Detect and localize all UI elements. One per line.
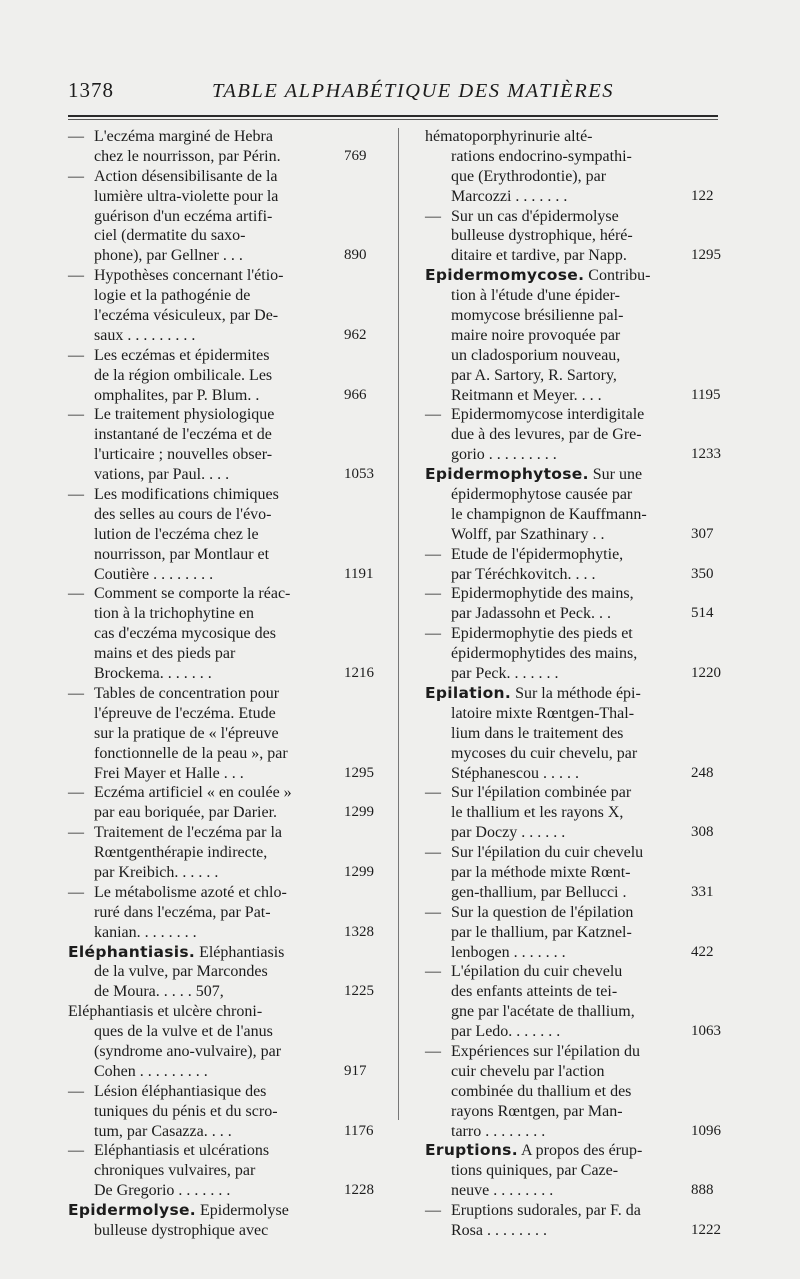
index-line (425, 545, 710, 565)
headword: Eléphantiasis. (68, 942, 196, 961)
index-line (425, 903, 710, 923)
index-line (68, 425, 350, 445)
index-line (425, 366, 710, 386)
index-line (68, 386, 367, 406)
page-reference: 966 (344, 386, 367, 403)
index-line (425, 962, 710, 982)
index-entry-text: — Tables de concentration pour (68, 684, 280, 702)
index-line (68, 684, 350, 704)
running-header: TABLE ALPHABÉTIQUE DES MATIÈRES (212, 80, 614, 102)
index-entry-text: de Moura. . . . . 507, (94, 983, 224, 1001)
index-line (68, 545, 350, 565)
index-entry-text: Epidermolyse. Epidermolyse (68, 1201, 289, 1220)
page-reference: 962 (344, 326, 367, 343)
index-line (68, 783, 350, 803)
index-entry-text: que (Erythrodontie), par (451, 167, 607, 185)
index-line (68, 1082, 350, 1102)
index-entry-text: Coutière . . . . . . . . (94, 565, 214, 583)
index-line (425, 326, 710, 346)
index-line (68, 1042, 350, 1062)
index-line (425, 485, 710, 505)
page-reference: 1195 (691, 386, 721, 403)
index-line (425, 1161, 710, 1181)
index-entry-text: Wolff, par Szathinary . . (451, 525, 605, 543)
index-entry-text: vations, par Paul. . . . (94, 466, 230, 484)
page-reference: 1053 (344, 466, 374, 483)
index-line (425, 704, 710, 724)
index-line (68, 207, 350, 227)
index-entry-text: guérison d'un eczéma artifi- (94, 207, 273, 225)
index-entry-text: lenbogen . . . . . . . (451, 943, 566, 961)
index-entry-text: — L'épilation du cuir chevelu (425, 963, 623, 981)
page-reference: 1299 (344, 863, 374, 880)
index-entry-text: instantané de l'eczéma et de (94, 426, 272, 444)
index-line (425, 783, 710, 803)
index-line (68, 485, 350, 505)
index-entry-text: maire noire provoquée par (451, 326, 621, 344)
index-entry-text: gen-thallium, par Bellucci . (451, 883, 627, 901)
page-reference: 514 (691, 605, 714, 622)
index-line (425, 405, 710, 425)
index-line (68, 843, 350, 863)
page-reference: 1222 (691, 1221, 721, 1238)
headword: Epidermolyse. (68, 1201, 196, 1220)
index-entry-text: lution de l'eczéma chez le (94, 525, 259, 543)
index-line (425, 823, 714, 843)
index-entry-text: — Sur un cas d'épidermolyse (425, 207, 619, 225)
index-line (425, 1082, 710, 1102)
index-line (425, 644, 710, 664)
index-line (68, 644, 350, 664)
page-reference: 422 (691, 943, 714, 960)
index-line (68, 903, 350, 923)
index-entry-text: par A. Sartory, R. Sartory, (451, 366, 617, 384)
index-line (68, 584, 350, 604)
index-entry-text: combinée du thallium et des (451, 1082, 632, 1100)
index-entry-text: cas d'eczéma mycosique des (94, 625, 276, 643)
index-line (68, 445, 350, 465)
index-entry-text: tarro . . . . . . . . (451, 1122, 546, 1140)
index-line (68, 744, 350, 764)
index-line (68, 226, 350, 246)
index-line (68, 1221, 350, 1241)
index-line (68, 724, 350, 744)
index-entry-text: ciel (dermatite du saxo- (94, 227, 246, 245)
index-entry-text: par Peck. . . . . . . (451, 665, 559, 683)
page-reference: 307 (691, 525, 714, 542)
index-entry-text: — Les modifications chimiques (68, 486, 279, 504)
index-entry-text: Eléphantiasis. Eléphantiasis (68, 942, 285, 961)
index-line (68, 1102, 350, 1122)
index-line (425, 386, 721, 406)
index-entry-text: — Traitement de l'eczéma par la (68, 824, 282, 842)
headword: Epidermomycose. (425, 266, 585, 285)
index-entry-text: tion à l'étude d'une épider- (451, 287, 620, 305)
index-line (425, 187, 714, 207)
index-line (425, 1201, 710, 1221)
index-entry-text: — Sur l'épilation du cuir chevelu (425, 844, 644, 862)
index-entry-text: Brockema. . . . . . . (94, 665, 212, 683)
index-line (425, 923, 710, 943)
page-reference: 248 (691, 764, 714, 781)
index-entry-text: momycose brésilienne pal- (451, 307, 624, 325)
index-line (68, 405, 350, 425)
index-line (425, 127, 710, 147)
index-entry-text: par le thallium, par Katznel- (451, 923, 632, 941)
index-line (68, 286, 350, 306)
index-line (68, 604, 350, 624)
index-line (425, 803, 710, 823)
index-line (425, 505, 710, 525)
header-rule (68, 115, 718, 117)
index-entry-text: — Epidermomycose interdigitale (425, 406, 645, 424)
index-line (68, 1122, 374, 1142)
index-entry-text: — Sur l'épilation combinée par (425, 784, 632, 802)
index-entry-text: Reitmann et Meyer. . . . (451, 386, 602, 404)
index-entry-text: l'urticaire ; nouvelles obser- (94, 446, 273, 464)
index-line (425, 525, 714, 545)
index-entry-text: Marcozzi . . . . . . . (451, 187, 568, 205)
index-entry-text: omphalites, par P. Blum. . (94, 386, 260, 404)
index-entry-text: gorio . . . . . . . . . (451, 446, 557, 464)
index-entry-text: Frei Mayer et Halle . . . (94, 764, 244, 782)
index-entry-text: sur la pratique de « l'épreuve (94, 724, 279, 742)
index-entry-text: due à des levures, par de Gre- (451, 426, 642, 444)
index-line (68, 704, 350, 724)
index-line (425, 147, 710, 167)
index-line (425, 246, 721, 266)
index-entry-text: par Kreibich. . . . . . (94, 863, 219, 881)
index-column-left (68, 127, 374, 1241)
index-entry-text: tuniques du pénis et du scro- (94, 1102, 278, 1120)
index-entry-text: par Doczy . . . . . . (451, 824, 566, 842)
page-reference: 1299 (344, 804, 374, 821)
index-entry-text: — Eczéma artificiel « en coulée » (68, 784, 292, 802)
index-entry-text: Rœntgenthérapie indirecte, (94, 844, 268, 862)
page-reference: 1176 (344, 1122, 374, 1139)
page-reference: 888 (691, 1182, 714, 1199)
index-line (425, 1102, 710, 1122)
index-line (68, 823, 350, 843)
index-line (68, 306, 350, 326)
index-entry-text: ruré dans l'eczéma, par Pat- (94, 903, 271, 921)
index-line (68, 1161, 350, 1181)
index-entry-text: — L'eczéma marginé de Hebra (68, 128, 273, 145)
index-entry-text: — Le traitement physiologique (68, 406, 275, 424)
index-entry-text: — Eléphantiasis et ulcérations (68, 1142, 270, 1160)
page-reference: 1216 (344, 665, 374, 682)
index-line (425, 226, 710, 246)
index-entry-text: de la région ombilicale. Les (94, 366, 273, 384)
index-line (68, 943, 350, 963)
index-entry-text: par Ledo. . . . . . . (451, 1023, 561, 1041)
index-entry-text: neuve . . . . . . . . (451, 1182, 554, 1200)
index-entry-text: tum, par Casazza. . . . (94, 1122, 232, 1140)
index-entry-text: — Sur la question de l'épilation (425, 903, 634, 921)
index-entry-text: ques de la vulve et de l'anus (94, 1023, 273, 1041)
index-line (68, 1062, 367, 1082)
index-entry-text: — Etude de l'épidermophytie, (425, 545, 624, 563)
index-line (68, 366, 350, 386)
index-line (425, 1122, 721, 1142)
index-entry-text: ditaire et tardive, par Napp. (451, 247, 627, 265)
index-line (425, 744, 710, 764)
index-line (68, 962, 350, 982)
index-line (68, 505, 350, 525)
index-line (425, 306, 710, 326)
header-rule-thin (68, 119, 718, 120)
index-line (68, 923, 374, 943)
headword: Eruptions. (425, 1141, 518, 1160)
index-line (425, 167, 710, 187)
index-entry-text: Epilation. Sur la méthode épi- (425, 683, 641, 702)
index-entry-text: chroniques vulvaires, par (94, 1162, 256, 1180)
index-line (425, 1022, 721, 1042)
index-entry-text: Eruptions. A propos des érup- (425, 1141, 643, 1160)
page-reference: 308 (691, 824, 714, 841)
index-entry-text: mains et des pieds par (94, 645, 236, 663)
index-line (425, 584, 710, 604)
index-entry-text: Rosa . . . . . . . . (451, 1221, 547, 1239)
page-reference: 1228 (344, 1182, 374, 1199)
index-line (425, 465, 710, 485)
index-entry-text: lium dans le traitement des (451, 724, 624, 742)
index-entry-text: gne par l'acétate de thallium, (451, 1003, 635, 1021)
index-entry-text: rations endocrino-sympathi- (451, 147, 632, 165)
index-line (68, 346, 350, 366)
index-entry-text: bulleuse dystrophique, héré- (451, 227, 633, 245)
index-line (425, 445, 721, 465)
index-entry-text: cuir chevelu par l'action (451, 1062, 605, 1080)
index-line (68, 167, 350, 187)
page-reference: 1225 (344, 983, 374, 1000)
index-line (68, 465, 374, 485)
index-entry-text: hématoporphyrinurie alté- (425, 128, 593, 145)
index-entry-text: des selles au cours de l'évo- (94, 505, 272, 523)
headword: Epidermophytose. (425, 465, 589, 484)
index-entry-text: bulleuse dystrophique avec (94, 1221, 269, 1239)
index-line (425, 624, 710, 644)
index-line (425, 982, 710, 1002)
index-line (425, 684, 710, 704)
index-line (425, 346, 710, 366)
index-line (425, 1181, 714, 1201)
index-entry-text: — Expériences sur l'épilation du (425, 1042, 641, 1060)
page-reference: 1295 (344, 764, 374, 781)
index-entry-text: phone), par Gellner . . . (94, 247, 243, 265)
index-entry-text: — Lésion éléphantiasique des (68, 1082, 267, 1100)
page-reference: 1063 (691, 1023, 721, 1040)
index-line (425, 724, 710, 744)
index-line (68, 803, 374, 823)
index-line (68, 127, 350, 147)
index-line (68, 982, 374, 1002)
page-reference: 331 (691, 883, 714, 900)
index-entry-text: — Comment se comporte la réac- (68, 585, 291, 603)
index-line (425, 266, 710, 286)
index-line (425, 863, 710, 883)
index-entry-text: par eau boriquée, par Darier. (94, 804, 278, 822)
index-entry-text: logie et la pathogénie de (94, 287, 251, 305)
index-entry-text: — Epidermophytie des pieds et (425, 625, 633, 643)
headword: Epilation. (425, 683, 512, 702)
index-line (68, 1002, 350, 1022)
index-entry-text: Stéphanescou . . . . . (451, 764, 579, 782)
page-reference: 1233 (691, 446, 721, 463)
index-entry-text: Epidermophytose. Sur une (425, 465, 643, 484)
index-line (425, 664, 721, 684)
index-line (68, 147, 367, 167)
index-entry-text: tion à la trichophytine en (94, 605, 254, 623)
index-entry-text: De Gregorio . . . . . . . (94, 1182, 231, 1200)
index-line (68, 1181, 374, 1201)
index-line (425, 943, 714, 963)
index-line (68, 266, 350, 286)
index-line (68, 525, 350, 545)
index-entry-text: épidermophytides des mains, (451, 645, 638, 663)
index-entry-text: lumière ultra-violette pour la (94, 187, 279, 205)
index-line (425, 207, 710, 227)
index-entry-text: — Le métabolisme azoté et chlo- (68, 883, 287, 901)
index-line (68, 1201, 350, 1221)
index-line (425, 425, 710, 445)
index-entry-text: un cladosporium nouveau, (451, 346, 621, 364)
index-entry-text: épidermophytose causée par (451, 486, 633, 504)
page-reference: 1220 (691, 665, 721, 682)
index-line (425, 286, 710, 306)
index-entry-text: des enfants atteints de tei- (451, 983, 618, 1001)
index-column-right (425, 127, 721, 1241)
index-entry-text: l'eczéma vésiculeux, par De- (94, 307, 279, 325)
page-reference: 122 (691, 187, 714, 204)
index-entry-text: par la méthode mixte Rœnt- (451, 863, 631, 881)
index-entry-text: Epidermomycose. Contribu- (425, 266, 651, 285)
index-entry-text: — Les eczémas et épidermites (68, 346, 270, 364)
index-entry-text: mycoses du cuir chevelu, par (451, 744, 638, 762)
index-entry-text: le thallium et les rayons X, (451, 804, 624, 822)
index-line (425, 1002, 710, 1022)
index-line (425, 1221, 721, 1241)
page-reference: 769 (344, 147, 367, 164)
index-line (68, 1141, 350, 1161)
index-line (68, 1022, 350, 1042)
index-entry-text: nourrisson, par Montlaur et (94, 545, 270, 563)
index-line (68, 624, 350, 644)
index-entry-text: Eléphantiasis et ulcère chroni- (68, 1003, 263, 1021)
index-line (425, 1042, 710, 1062)
page-reference: 1295 (691, 247, 721, 264)
index-line (425, 565, 714, 585)
index-entry-text: de la vulve, par Marcondes (94, 963, 268, 981)
index-entry-text: — Action désensibilisante de la (68, 167, 278, 185)
index-entry-text: — Epidermophytide des mains, (425, 585, 634, 603)
index-line (68, 565, 374, 585)
index-line (68, 187, 350, 207)
index-line (425, 1141, 710, 1161)
index-line (68, 764, 374, 784)
index-line (68, 883, 350, 903)
index-entry-text: saux . . . . . . . . . (94, 326, 196, 344)
page-reference: 890 (344, 247, 367, 264)
index-entry-text: kanian. . . . . . . . (94, 923, 197, 941)
page-reference: 350 (691, 565, 714, 582)
index-entry-text: fonctionnelle de la peau », par (94, 744, 288, 762)
index-entry-text: par Téréchkovitch. . . . (451, 565, 596, 583)
index-entry-text: par Jadassohn et Peck. . . (451, 605, 611, 623)
index-entry-text: tions quiniques, par Caze- (451, 1162, 619, 1180)
index-line (68, 664, 374, 684)
page-reference: 1328 (344, 923, 374, 940)
index-line (68, 863, 374, 883)
index-entry-text: latoire mixte Rœntgen-Thal- (451, 704, 635, 722)
page-reference: 1191 (344, 565, 374, 582)
index-line (425, 764, 714, 784)
index-entry-text: (syndrome ano-vulvaire), par (94, 1042, 282, 1060)
index-line (425, 1062, 710, 1082)
index-entry-text: — Hypothèses concernant l'étio- (68, 267, 284, 285)
page-number: 1378 (68, 78, 114, 102)
column-divider (398, 128, 399, 1120)
index-line (68, 246, 367, 266)
index-entry-text: rayons Rœntgen, par Man- (451, 1102, 623, 1120)
page-reference: 1096 (691, 1122, 721, 1139)
index-entry-text: chez le nourrisson, par Périn. (94, 147, 281, 165)
index-line (425, 843, 710, 863)
index-line (425, 604, 714, 624)
index-line (425, 883, 714, 903)
index-entry-text: l'épreuve de l'eczéma. Etude (94, 704, 276, 722)
index-entry-text: Cohen . . . . . . . . . (94, 1062, 208, 1080)
index-entry-text: le champignon de Kauffmann- (451, 505, 647, 523)
index-line (68, 326, 367, 346)
page-reference: 917 (344, 1062, 367, 1079)
index-entry-text: — Eruptions sudorales, par F. da (425, 1202, 641, 1220)
